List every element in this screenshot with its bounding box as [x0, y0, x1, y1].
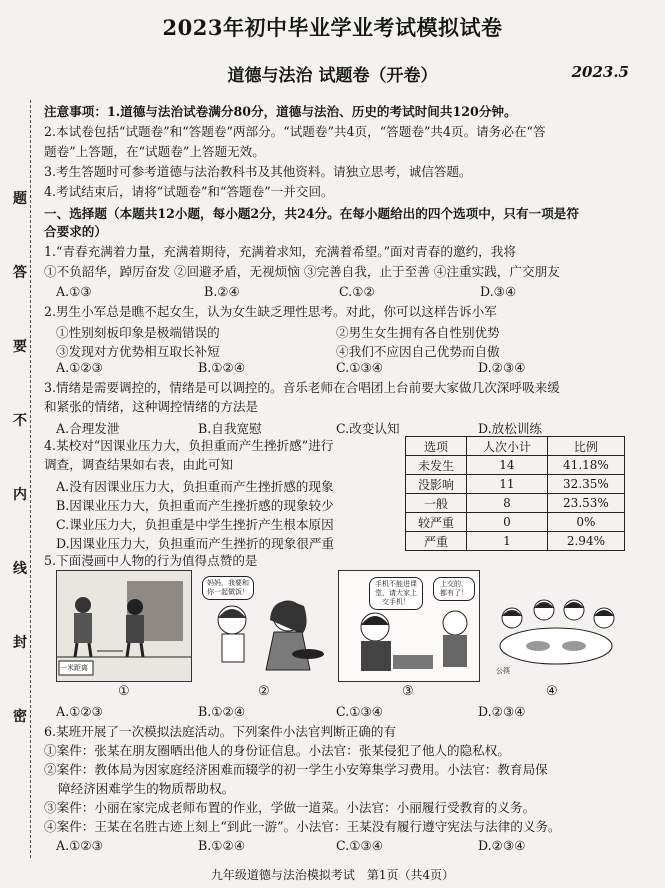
q3-option-a: A.合理发泄	[56, 421, 120, 436]
q6-option-a: A.①②③	[56, 838, 103, 853]
q1-option-a: A.①③	[56, 284, 92, 299]
table-cell: 0%	[547, 513, 624, 532]
table-cell: 23.53%	[547, 494, 624, 513]
table-header: 人次小计	[467, 437, 548, 456]
q6-item-cont: 障经济困难学生的物质帮助权。	[58, 781, 235, 796]
q4-stem: 4.某校对“因课业压力大，负担重而产生挫折感”进行	[44, 438, 334, 453]
section-heading: 一、选择题（本题共12小题，每小题2分，共24分。在每小题给出的四个选项中，只有一项是符	[44, 206, 579, 221]
table-header-row	[406, 437, 625, 456]
table-row	[406, 532, 625, 551]
table-cell: 1	[467, 532, 548, 551]
q2-option-b: B.①②④	[198, 360, 246, 375]
exam-subtitle: 道德与法治 试题卷（开卷）	[227, 66, 438, 86]
table-cell: 14	[467, 456, 548, 475]
table-header: 比例	[547, 437, 624, 456]
side-char: 内	[13, 487, 27, 503]
panel1-caption: 一米距离	[60, 664, 88, 672]
table-cell: 没影响	[406, 475, 467, 494]
q1-option-b: B.②④	[204, 284, 240, 299]
cartoon-panel-1	[56, 570, 192, 682]
q6-item: ④案件：王某在名胜古迹上刻上“到此一游”。小法官：王某没有履行遵守宪法与法律的义务。	[44, 819, 561, 834]
table-row	[406, 513, 625, 532]
panel2-bubble: 妈妈，我要和你一起做饭！	[202, 576, 254, 600]
q2-item: ④我们不应因自己优势而自傲	[336, 344, 500, 359]
notice-line: 2.本试卷包括“试题卷”和“答题卷”两部分。“试题卷”共4页，“答题卷”共4页。请务必在“答	[44, 124, 546, 139]
side-char: 线	[13, 561, 27, 577]
table-cell: 一般	[406, 494, 467, 513]
q3-option-b: B.自我宽慰	[198, 421, 262, 436]
table-cell: 未发生	[406, 456, 467, 475]
table-row	[406, 494, 625, 513]
q2-option-c: C.①③④	[336, 360, 384, 375]
table-header: 选项	[406, 437, 467, 456]
cartoon-panel-4	[486, 570, 626, 680]
q4-option-d: D.因课业压力大，负担重而产生挫折的现象很严重	[56, 536, 335, 551]
q6-stem: 6.某班开展了一次模拟法庭活动。下列案件小法官判断正确的有	[44, 724, 397, 739]
q6-item: ③案件：小丽在家完成老师布置的作业，学做一道菜。小法官：小丽履行受教育的义务。	[44, 800, 536, 815]
q4-option-a: A.没有因课业压力大，负担重而产生挫折感的现象	[56, 479, 334, 494]
side-char: 密	[13, 709, 27, 725]
notice-line: 3.考生答题时可参考道德与法治教科书及其他资料。请独立思考，诚信答题。	[44, 164, 472, 179]
dinner-illustration	[486, 570, 626, 680]
q1-items: ①不负韶华，踔厉奋发 ②回避矛盾，无视烦恼 ③完善自我，止于至善 ④注重实践，广交朋友	[44, 264, 560, 279]
exam-title: 2023年初中毕业学业考试模拟试卷	[162, 15, 503, 40]
q5-option-b: B.①②④	[198, 704, 246, 719]
panel3-bubble-students: 上交的，都有了！	[433, 577, 475, 601]
q6-option-d: D.②③④	[478, 838, 526, 853]
table-cell: 41.18%	[547, 456, 624, 475]
q1-option-d: D.③④	[480, 284, 517, 299]
panel3-bubble-teacher: 手机不能进课堂，请大家上交手机！	[369, 577, 423, 610]
q5-option-d: D.②③④	[478, 704, 526, 719]
side-char: 不	[13, 413, 27, 429]
q6-option-c: C.①③④	[336, 838, 384, 853]
exam-date: 2023.5	[571, 63, 629, 81]
q2-item: ②男生女生拥有各自性别优势	[336, 325, 500, 340]
q2-item: ③发现对方优势相互取长补短	[56, 344, 220, 359]
table-cell: 8	[467, 494, 548, 513]
panel-label-2: ②	[258, 684, 270, 699]
q1-option-c: C.①②	[339, 284, 375, 299]
notice-line: 题卷”上答题，在“试题卷”上答题无效。	[44, 144, 265, 159]
side-char: 封	[13, 635, 27, 651]
panel-label-3: ③	[402, 684, 414, 699]
q3-option-d: D.放松训练	[478, 421, 543, 436]
q2-option-d: D.②③④	[478, 360, 526, 375]
q3-option-c: C.改变认知	[336, 421, 400, 436]
table-cell: 0	[467, 513, 548, 532]
survey-table	[405, 436, 625, 551]
q3-stem-cont: 和紧张的情绪，这种调控情绪的方法是	[44, 399, 259, 414]
cartoon-panel-2	[200, 570, 328, 680]
panel-label-1: ①	[118, 684, 130, 699]
q4-stem-cont: 调查，调查结果如右表，由此可知	[44, 457, 233, 472]
table-row	[406, 456, 625, 475]
cartoon-panel-3	[338, 570, 480, 682]
q6-item: ①案件：张某在朋友圈晒出他人的身份证信息。小法官：张某侵犯了他人的隐私权。	[44, 743, 510, 758]
q4-option-b: B.因课业压力大，负担重而产生挫折感的现象较少	[56, 498, 334, 513]
q1-stem: 1.“青春充满着力量，充满着期待，充满着求知，充满着希望。”面对青春的邀约，我将	[44, 244, 516, 259]
binding-dashed-line	[30, 100, 31, 858]
table-cell: 较严重	[406, 513, 467, 532]
q6-item: ②案件：教体局为因家庭经济困难而辍学的初一学生小安筹集学习费用。小法官：教育局保	[44, 762, 548, 777]
side-char: 题	[13, 191, 27, 207]
q6-option-b: B.①②④	[198, 838, 246, 853]
q3-stem: 3.情绪是需要调控的，情绪是可以调控的。音乐老师在合唱团上台前要大家做几次深呼吸来缓	[44, 380, 560, 395]
notice-line: 4.考试结束后，请将“试题卷”和“答题卷”一并交回。	[44, 184, 334, 199]
q5-stem: 5.下面漫画中人物的行为值得点赞的是	[44, 553, 258, 568]
side-char: 答	[13, 265, 27, 281]
section-heading-cont: 合要求的）	[44, 224, 107, 239]
q5-option-a: A.①②③	[56, 704, 103, 719]
side-char: 要	[13, 339, 27, 355]
table-cell: 2.94%	[547, 532, 624, 551]
table-row	[406, 475, 625, 494]
q2-stem: 2.男生小军总是瞧不起女生，认为女生缺乏理性思考。对此，你可以这样告诉小军	[44, 304, 497, 319]
table-cell: 严重	[406, 532, 467, 551]
q2-item: ①性别刻板印象是极端错误的	[56, 325, 220, 340]
q2-option-a: A.①②③	[56, 360, 103, 375]
q5-option-c: C.①③④	[336, 704, 384, 719]
panel4-label: 公筷	[496, 667, 510, 675]
table-cell: 32.35%	[547, 475, 624, 494]
q4-option-c: C.课业压力大，负担重是中学生挫折产生根本原因	[56, 517, 334, 532]
panel-label-4: ④	[546, 684, 558, 699]
page-footer: 九年级道德与法治模拟考试 第1页（共4页）	[210, 868, 455, 882]
table-cell: 11	[467, 475, 548, 494]
notice-line: 注意事项：1.道德与法治试卷满分80分，道德与法治、历史的考试时间共120分钟。	[44, 104, 517, 119]
